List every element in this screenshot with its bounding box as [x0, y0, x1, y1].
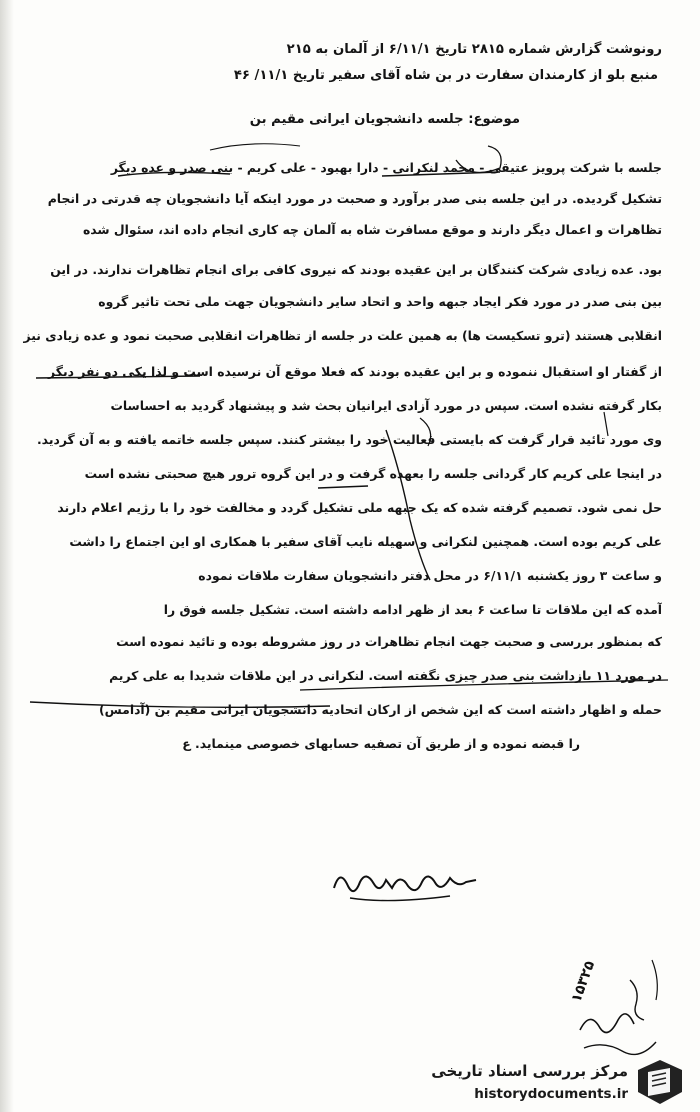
header-line-source: منبع بلو از کارمندان سفارت در بن شاه آقای سفیر تاریخ ۱۱/۱/ ۴۶: [233, 68, 658, 83]
signature: [330, 858, 480, 908]
body-line: تشکیل گردیده. در این جلسه بنی صدر برآورد و صحبت در مورد اینکه آیا دانشجویان چه قدرتی در انجام: [47, 191, 662, 206]
body-line: در اینجا علی کریم کار گردانی جلسه را بعهده گرفت و در این گروه ترور هیچ صحبتی نشده است: [84, 466, 662, 481]
body-line: آمده که این ملاقات تا ساعت ۶ بعد از ظهر ادامه داشته است. تشکیل جلسه فوق را: [163, 602, 662, 617]
signature-text: بتقاضای رئیس تیم ۴۳ بره: [391, 873, 476, 882]
body-line: را قبضه نموده و از طریق آن تصفیه حسابهای خصوصی مینماید. ع: [182, 736, 580, 751]
margin-scribbles: [560, 920, 680, 1070]
body-line: بکار گرفته نشده است. سپس در مورد آزادی ایرانیان بحث شد و پیشنهاد گردید به احساسات: [110, 398, 662, 413]
binding-shadow: [0, 0, 14, 1112]
body-line: حمله و اظهار داشته است که این شخص از ارکان اتحادیه دانشجویان ایرانی مقیم بن (آدامس): [98, 702, 662, 717]
watermark-url: historydocuments.ir: [474, 1086, 628, 1102]
body-line: در مورد ۱۱ بازداشت بنی صدر چیزی نگفته است. لنکرانی در این ملاقات شدیدا به علی کریم: [109, 668, 662, 683]
margin-handwritten-notes: [560, 920, 680, 1070]
body-line: از گفتار او استقبال ننموده و بر این عقیده بودند که فعلا موقع آن نرسیده است و لذا یکی دو نفر دیگر: [48, 364, 662, 379]
body-line: علی کریم بوده است. همچنین لنکرانی و سهیله نایب آقای سفیر با همکاری او این اجتماع را داشت: [69, 534, 662, 549]
body-line: بود. عده زیادی شرکت کنندگان بر این عقیده بودند که نیروی کافی برای انجام تظاهرات ندارند. در این: [50, 262, 662, 277]
body-line: که بمنظور بررسی و صحبت جهت انجام تظاهرات در روز مشروطه بوده و تائید نموده است: [116, 634, 662, 649]
body-line: و ساعت ۳ روز یکشنبه ۶/۱۱/۱ در محل دفتر دانشجویان سفارت ملاقات نموده: [198, 568, 662, 583]
watermark: [410, 1056, 690, 1108]
history-documents-logo-icon: [634, 1058, 686, 1106]
subject-line: موضوع: جلسه دانشجویان ایرانی مقیم بن: [249, 112, 520, 127]
body-line: حل نمی شود. تصمیم گرفته شده که یک جبهه ملی تشکیل گردد و مخالفت خود را با رژیم اعلام دارند: [57, 500, 662, 515]
header-line-report-number: رونوشت گزارش شماره ۲۸۱۵ تاریخ ۶/۱۱/۱ از آلمان به ۲۱۵: [286, 42, 662, 57]
body-line: بین بنی صدر در مورد فکر ایجاد جبهه واحد و اتحاد سایر دانشجویان جهت ملی تحت تاثیر گروه: [98, 294, 662, 309]
body-line: وی مورد تائید قرار گرفت که بایستی فعالیت خود را بیشتر کنند. سپس جلسه خاتمه یافته و به آن گردید.: [36, 432, 662, 447]
body-line: جلسه با شرکت پرویز عتیقی - محمد لنکرانی - دارا بهبود - علی کریم - بنی صدر و عده دیگر: [110, 160, 662, 175]
margin-number: ۱۵۳۲۵: [568, 958, 599, 1005]
body-line: انقلابی هستند (ترو تسکیست ها) به همین علت در جلسه از تظاهرات انقلابی صحبت نمود و عده زیادی نیز: [23, 328, 662, 343]
body-line: تظاهرات و اعمال دیگر دارند و موقع مسافرت شاه به آلمان چه کاری انجام داده اند، سئوال شده: [82, 222, 662, 237]
watermark-title: مرکز بررسی اسناد تاریخی: [431, 1062, 628, 1080]
signature-scribble: [330, 858, 480, 908]
